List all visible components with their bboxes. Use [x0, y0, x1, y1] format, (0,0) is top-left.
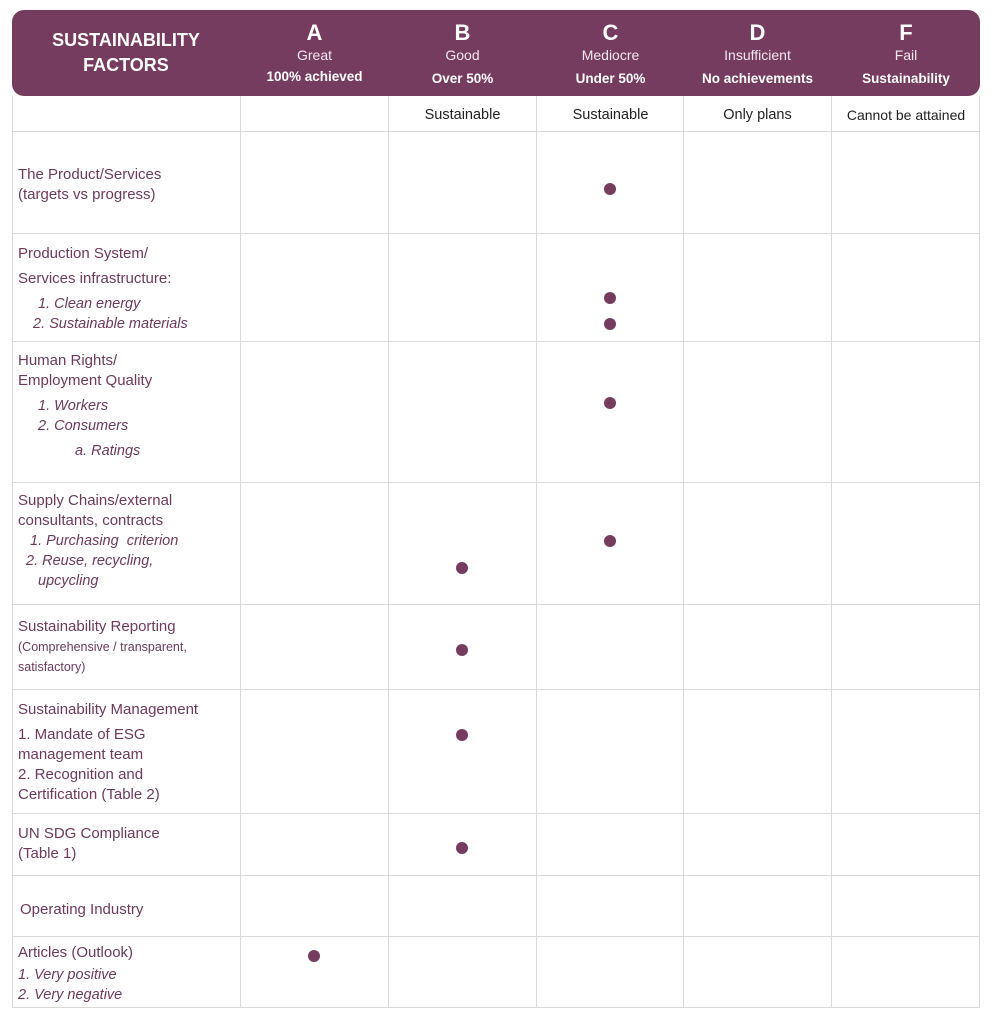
rating-dot [604, 183, 616, 195]
grade-letter: A [306, 20, 323, 45]
grade-b-header [389, 10, 536, 96]
grade-detail: Under 50% [575, 71, 646, 86]
grid-line [12, 341, 980, 342]
grade-c-header [537, 10, 684, 96]
rating-dot [604, 397, 616, 409]
factor-line: Certification (Table 2) [18, 786, 160, 803]
grid-line [12, 131, 980, 132]
factor-line: 1. Workers [38, 398, 109, 414]
title-line-2: FACTORS [83, 55, 169, 75]
factor-line: 2. Recognition and [18, 766, 144, 783]
factor-title: Sustainability Management [18, 701, 199, 718]
factor-production-system [18, 244, 238, 334]
grid-line [12, 1007, 980, 1008]
factor-line: (Table 1) [18, 845, 77, 862]
grade-detail: 100% achieved [266, 69, 363, 84]
grade-f-header [832, 10, 980, 96]
grid-line [12, 689, 980, 690]
factor-line: 2. Consumers [38, 418, 129, 434]
factor-line: 2. Reuse, recycling, [26, 553, 154, 569]
factor-title: Sustainability Reporting [18, 618, 176, 635]
grade-detail: No achievements [701, 71, 814, 86]
factor-title: The Product/Services [18, 166, 162, 183]
grade-word: Mediocre [581, 47, 640, 63]
factor-title: Production System/ [18, 245, 149, 262]
factor-product-services [18, 165, 238, 205]
subheader-c: Sustainable [572, 107, 649, 123]
grade-letter: B [454, 20, 471, 45]
factor-title: Human Rights/ [18, 352, 118, 369]
subheader-f: Cannot be attained [846, 107, 966, 123]
factor-line: management team [18, 746, 144, 763]
factor-line: 2. Very negative [18, 987, 123, 1003]
rating-dot [456, 644, 468, 656]
rating-dot [604, 292, 616, 304]
grade-letter: D [749, 20, 766, 45]
grade-d-header [684, 10, 831, 96]
rating-dot [456, 562, 468, 574]
grade-word: Good [445, 47, 480, 63]
factor-sustainability-management [18, 700, 238, 805]
grade-word: Fail [894, 47, 918, 63]
grade-word: Insufficient [724, 47, 791, 63]
grade-letter: C [602, 20, 619, 45]
factor-articles [18, 943, 238, 1005]
grid-line [12, 936, 980, 937]
rating-dot [308, 950, 320, 962]
title-line-1: SUSTAINABILITY [52, 30, 200, 50]
grid-line [12, 875, 980, 876]
factor-human-rights [18, 351, 238, 461]
factor-line: 1. Clean energy [38, 296, 141, 312]
grade-detail: Sustainability [862, 71, 950, 86]
subheader-d: Only plans [723, 107, 792, 123]
factor-line: Services infrastructure: [18, 270, 172, 287]
rating-dot [456, 842, 468, 854]
factor-title: Operating Industry [20, 901, 144, 918]
factor-title: UN SDG Compliance [18, 825, 160, 842]
factor-line: a. Ratings [75, 443, 141, 459]
factor-line: 1. Purchasing criterion [30, 533, 179, 549]
factor-line: 2. Sustainable materials [33, 316, 188, 332]
grade-detail: Over 50% [431, 71, 494, 86]
rating-dot [604, 535, 616, 547]
grade-word: Great [296, 47, 332, 63]
subheader-b: Sustainable [424, 107, 501, 123]
factor-line: 1. Mandate of ESG [18, 726, 146, 743]
sustainability-rating-table [12, 10, 980, 1008]
factor-un-sdg [18, 824, 238, 864]
grade-letter: F [899, 20, 913, 45]
factor-line: 1. Very positive [18, 967, 117, 983]
factor-line: satisfactory) [18, 660, 86, 674]
grid-line [12, 813, 980, 814]
factor-line: (targets vs progress) [18, 186, 156, 203]
factor-sustainability-reporting [18, 617, 238, 677]
factor-line: (Comprehensive / transparent, [18, 640, 187, 654]
grade-a-header [241, 10, 388, 96]
factor-title: Supply Chains/external [18, 492, 173, 509]
grid-line [12, 604, 980, 605]
grid-line [12, 482, 980, 483]
header-title [12, 10, 240, 96]
grid-line [12, 233, 980, 234]
factor-line: Employment Quality [18, 372, 153, 389]
rating-dot [604, 318, 616, 330]
factor-line: consultants, contracts [18, 512, 164, 529]
factor-title: Articles (Outlook) [18, 944, 134, 961]
factor-line: upcycling [38, 573, 99, 589]
factor-operating-industry [20, 900, 240, 920]
factor-supply-chains [18, 491, 238, 591]
rating-dot [456, 729, 468, 741]
table-header [12, 10, 980, 96]
